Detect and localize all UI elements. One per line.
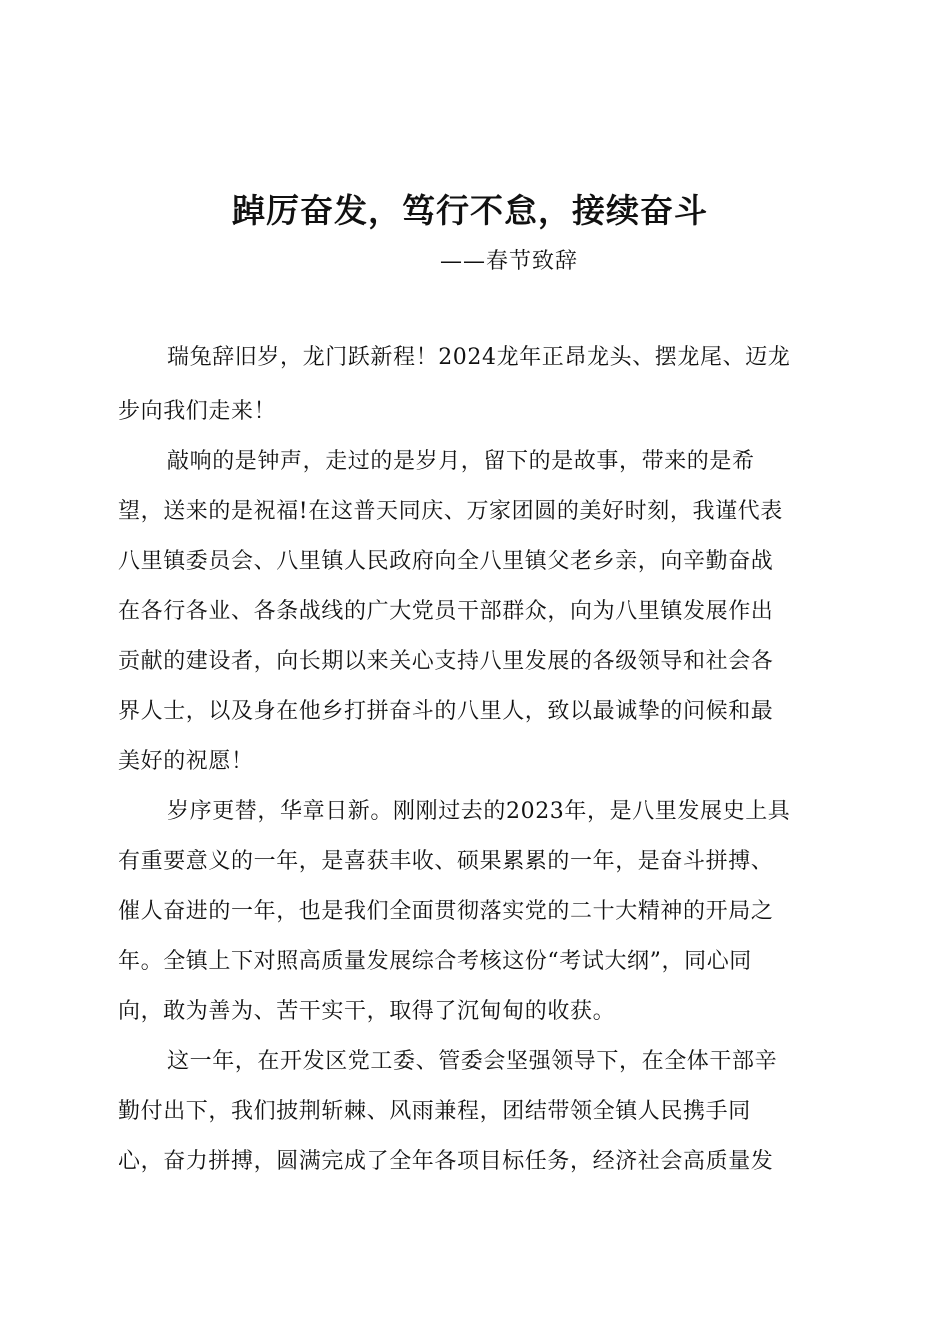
paragraph-4-line-1: 这一年，在开发区党工委、管委会坚强领导下，在全体干部辛 [167, 1049, 778, 1074]
paragraph-2-line-7: 美好的祝愿！ [118, 749, 254, 774]
paragraph-3-line-4: 年。全镇上下对照高质量发展综合考核这份“考试大纲”，同心同 [118, 949, 752, 974]
paragraph-1-line-1: 瑞兔辞旧岁，龙门跃新程！2024龙年正昂龙头、摆龙尾、迈龙 [167, 345, 791, 370]
paragraph-3-line-1: 岁序更替，华章日新。刚刚过去的2023年，是八里发展史上具 [167, 799, 791, 824]
paragraph-3-line-3: 催人奋进的一年，也是我们全面贯彻落实党的二十大精神的开局之 [118, 899, 774, 924]
paragraph-3-line-5: 向，敢为善为、苦干实干，取得了沉甸甸的收获。 [118, 999, 616, 1024]
paragraph-3-line-2: 有重要意义的一年，是喜获丰收、硕果累累的一年，是奋斗拼搏、 [118, 849, 774, 874]
paragraph-2-line-1: 敲响的是钟声，走过的是岁月，留下的是故事，带来的是希 [167, 449, 755, 474]
paragraph-2-line-6: 界人士，以及身在他乡打拼奋斗的八里人，致以最诚挚的问候和最 [118, 699, 774, 724]
paragraph-4-line-2: 勤付出下，我们披荆斩棘、风雨兼程，团结带领全镇人民携手同 [118, 1099, 751, 1124]
paragraph-4-line-3: 心，奋力拼搏，圆满完成了全年各项目标任务，经济社会高质量发 [118, 1149, 774, 1174]
paragraph-2-line-2: 望，送来的是祝福!在这普天同庆、万家团圆的美好时刻，我谨代表 [118, 499, 783, 524]
paragraph-2-line-5: 贡献的建设者，向长期以来关心支持八里发展的各级领导和社会各 [118, 649, 774, 674]
document-title: 踔厉奋发，笃行不怠，接续奋斗 [232, 191, 708, 230]
paragraph-1-line-2: 步向我们走来！ [118, 399, 277, 424]
paragraph-2-line-3: 八里镇委员会、八里镇人民政府向全八里镇父老乡亲，向辛勤奋战 [118, 549, 774, 574]
document-subtitle: ——春节致辞 [440, 249, 579, 274]
paragraph-2-line-4: 在各行各业、各条战线的广大党员干部群众，向为八里镇发展作出 [118, 599, 774, 624]
